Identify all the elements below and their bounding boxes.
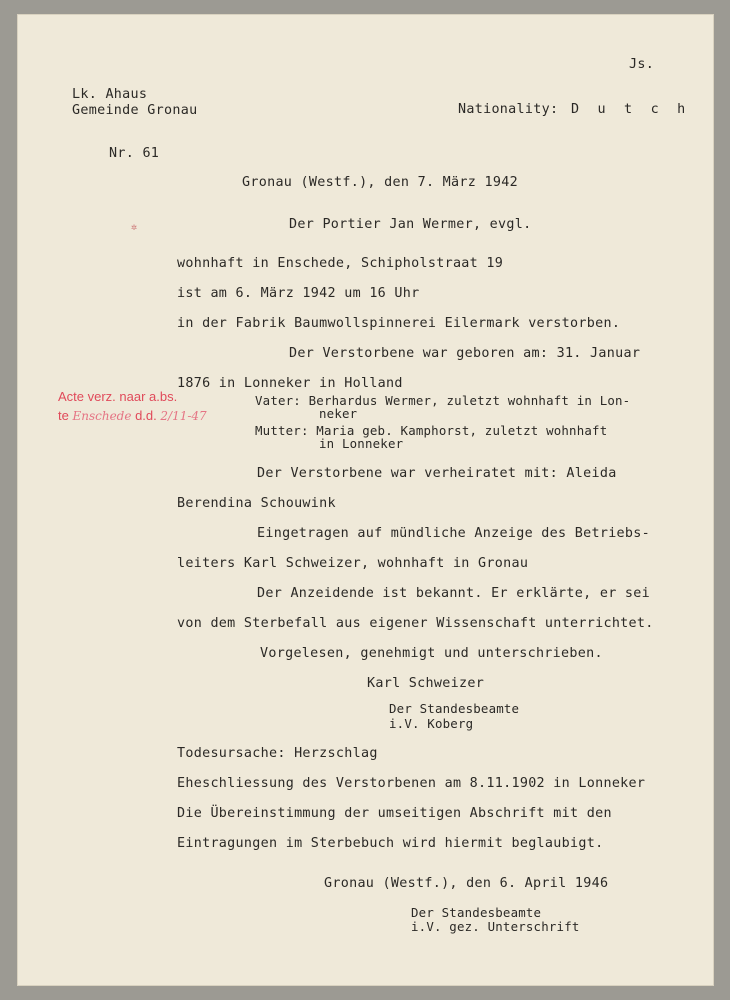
body-line-6: 1876 in Lonneker in Holland	[177, 376, 403, 391]
footer-line-3: Die Übereinstimmung der umseitigen Abschrift mit den	[177, 806, 612, 821]
place-date: Gronau (Westf.), den 7. März 1942	[242, 175, 518, 190]
body-line-5: Der Verstorbene war geboren am: 31. Januar	[289, 346, 641, 361]
nationality-value: D u t c h	[571, 102, 691, 117]
record-number: Nr. 61	[109, 146, 160, 161]
annotation-prefix: te	[58, 408, 69, 423]
certification-title: Der Standesbeamte	[411, 905, 542, 920]
father-line-1: Vater: Berhardus Wermer, zuletzt wohnhaft in Lon-	[255, 393, 631, 408]
footer-line-1: Todesursache: Herzschlag	[177, 746, 378, 761]
marriage-line-2: Berendina Schouwink	[177, 496, 336, 511]
certification-place-date: Gronau (Westf.), den 6. April 1946	[324, 876, 609, 891]
body-line-2: wohnhaft in Enschede, Schipholstraat 19	[177, 256, 504, 271]
annotation-line-2	[58, 408, 207, 423]
ink-mark: ✲	[131, 222, 138, 233]
registrar-name: i.V. Koberg	[389, 716, 474, 731]
registration-line-5: Vorgelesen, genehmigt und unterschrieben.	[260, 646, 603, 661]
annotation-handwritten-place: Enschede	[72, 409, 132, 423]
registration-line-1: Eingetragen auf mündliche Anzeige des Betriebs-	[257, 526, 651, 541]
marriage-line-1: Der Verstorbene war verheiratet mit: Aleida	[257, 466, 617, 481]
body-line-3: ist am 6. März 1942 um 16 Uhr	[177, 286, 420, 301]
footer-line-2: Eheschliessung des Verstorbenen am 8.11.1902 in Lonneker	[177, 776, 646, 791]
footer-line-4: Eintragungen im Sterbebuch wird hiermit beglaubigt.	[177, 836, 604, 851]
initials: Js.	[629, 57, 655, 72]
municipality: Gemeinde Gronau	[72, 103, 198, 118]
annotation-handwritten-date: 2/11-47	[160, 409, 207, 423]
registrar-title: Der Standesbeamte	[389, 701, 520, 716]
informant-signature: Karl Schweizer	[367, 676, 485, 691]
mother-line-2: in Lonneker	[319, 436, 404, 451]
mother-line-1: Mutter: Maria geb. Kamphorst, zuletzt wohnhaft	[255, 423, 608, 438]
body-line-1: Der Portier Jan Wermer, evgl.	[289, 217, 532, 232]
father-line-2: neker	[319, 406, 358, 421]
registration-line-4: von dem Sterbefall aus eigener Wissenschaft unterrichtet.	[177, 616, 654, 631]
registration-line-3: Der Anzeidende ist bekannt. Er erklärte, er sei	[257, 586, 651, 601]
district: Lk. Ahaus	[72, 87, 148, 102]
annotation-line-1: Acte verz. naar a.bs.	[58, 389, 178, 404]
nationality-label: Nationality:	[458, 102, 559, 117]
registration-line-2: leiters Karl Schweizer, wohnhaft in Gronau	[177, 556, 529, 571]
body-line-4: in der Fabrik Baumwollspinnerei Eilermark verstorben.	[177, 316, 621, 331]
document-page	[17, 14, 714, 986]
certification-signature: i.V. gez. Unterschrift	[411, 919, 580, 934]
annotation-dd: d.d.	[135, 408, 157, 423]
